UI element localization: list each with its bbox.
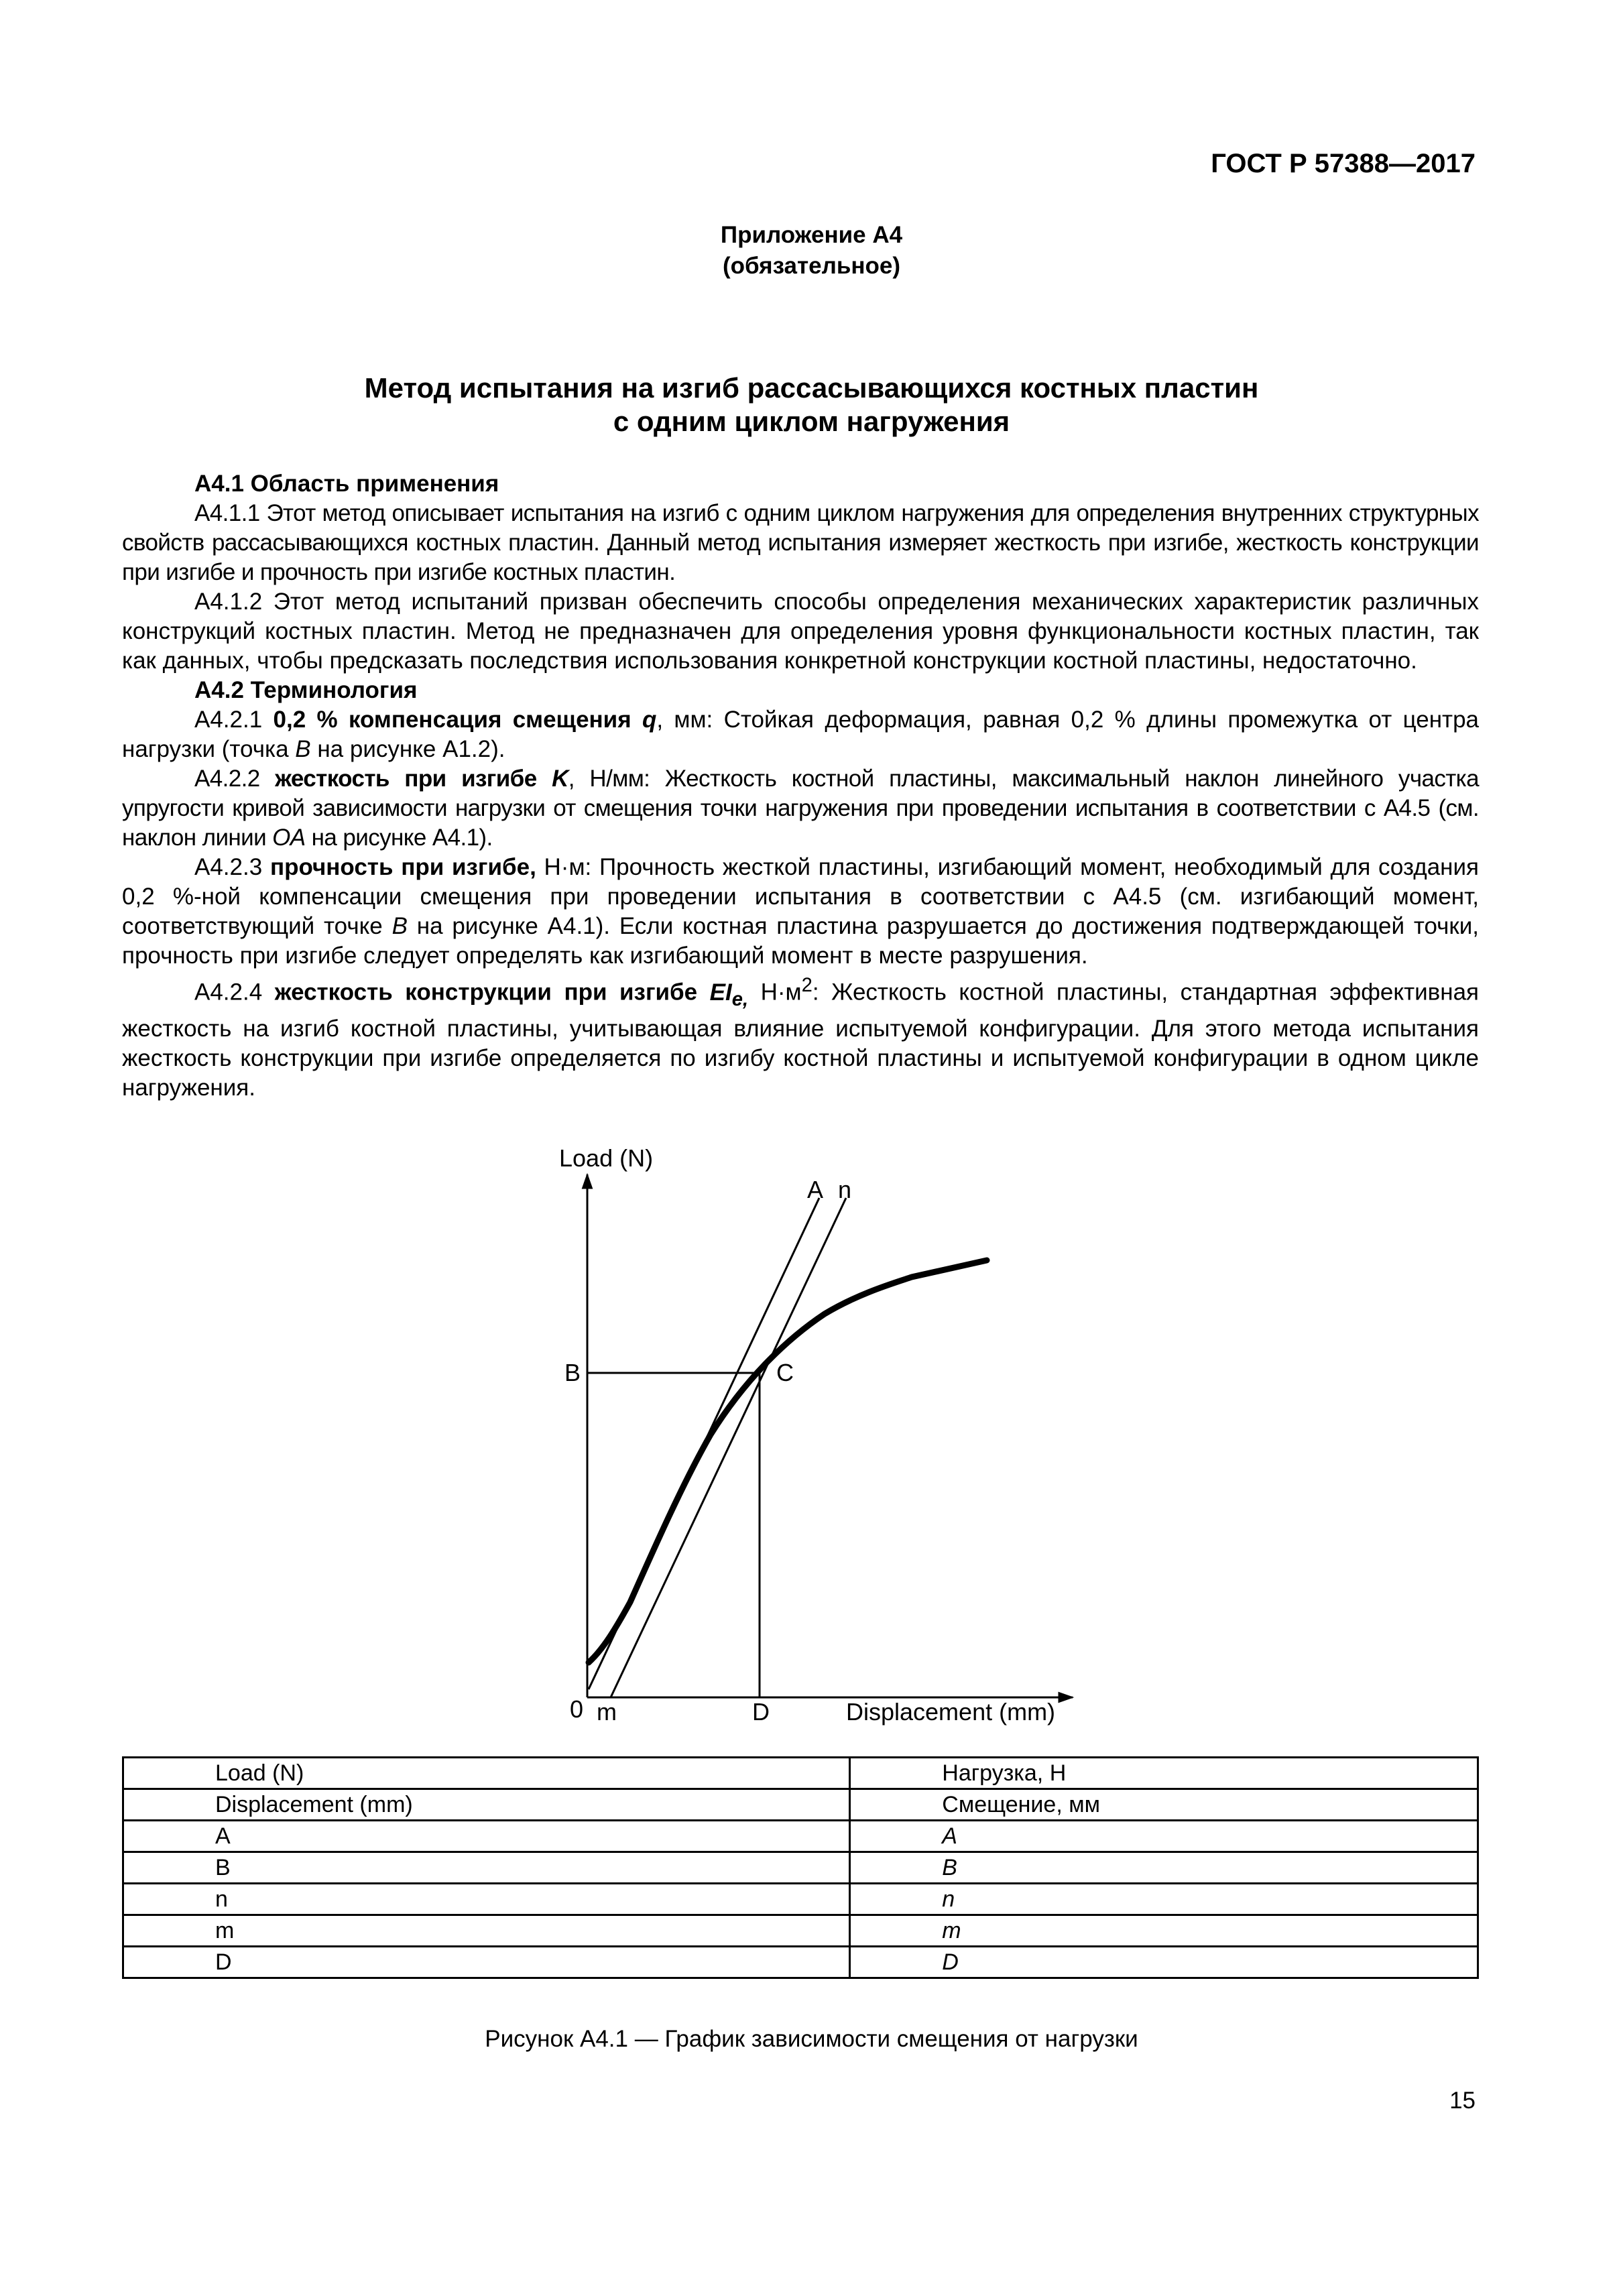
term-definition-end: на рисунке А4.1).	[305, 825, 493, 851]
legend-ru: A	[850, 1821, 1478, 1852]
term-number: А4.2.2	[194, 766, 276, 792]
table-row	[123, 1789, 1478, 1821]
term-unit: Н·м	[748, 979, 802, 1006]
label-a: A	[807, 1176, 824, 1203]
point-reference: B	[295, 736, 311, 762]
term-definition: : Жесткость костной пластины, стандартная эффективная жесткость на изгиб костной пластины, учитывающая влияние испытуемой конфигурации. Для этого метода испытания жесткость конструкции при изгибе определяется по изгибу костной пластины и испытуемой конфигурации в одном цикле нагружения.	[122, 979, 1480, 1101]
y-axis-label: Load (N)	[559, 1144, 654, 1172]
term-definition: , мм: Стойкая деформация, равная 0,2 % длины промежутка от центра нагрузки (точка	[122, 707, 1480, 762]
term-symbol-subscript: e,	[731, 988, 749, 1010]
legend-en: Displacement (mm)	[123, 1789, 850, 1821]
table-row	[123, 1758, 1478, 1789]
section-heading-terminology: А4.2 Терминология	[194, 677, 418, 703]
legend-en: Load (N)	[123, 1758, 850, 1789]
legend-ru: m	[850, 1915, 1478, 1947]
term-definition-end: на рисунке А1.2).	[310, 736, 505, 762]
page-number: 15	[1449, 2088, 1476, 2114]
term-name: прочность при изгибе,	[269, 854, 536, 880]
term-name: жесткость конструкции при изгибе	[274, 979, 710, 1006]
term-number: А4.2.3	[194, 854, 270, 880]
term-symbol: K	[552, 766, 568, 792]
label-c: C	[776, 1359, 794, 1386]
legend-ru: n	[850, 1884, 1478, 1915]
label-m: m	[597, 1698, 617, 1726]
term-definition-end: на рисунке А4.1). Если костная пластина разрушается до достижения подтверждающей точки, прочность при изгибе следует определять как изгибающий момент в месте разрушения.	[122, 913, 1480, 969]
table-row	[123, 1884, 1478, 1915]
term-name: жесткость при изгибе	[275, 766, 552, 792]
legend-ru: Смещение, мм	[850, 1789, 1478, 1821]
term-number: А4.2.1	[194, 707, 274, 733]
legend-ru: B	[850, 1852, 1478, 1884]
table-row	[123, 1852, 1478, 1884]
term-name: 0,2 % компенсация смещения	[273, 707, 642, 733]
term-unit-exponent: 2	[801, 975, 813, 996]
line-mn	[611, 1198, 846, 1697]
label-d: D	[752, 1698, 770, 1726]
term-number: А4.2.4	[194, 979, 275, 1006]
legend-en: D	[123, 1947, 850, 1978]
label-n: n	[838, 1176, 852, 1203]
legend-en: A	[123, 1821, 850, 1852]
table-row	[123, 1821, 1478, 1852]
section-heading-scope: А4.1 Область применения	[194, 471, 499, 497]
table-row	[123, 1947, 1478, 1978]
paragraph-a4-1-2: А4.1.2 Этот метод испытаний призван обеспечить способы определения механических характеристик различных конструкций костных пластин. Метод не предназначен для определения уровня функциональности костных пластин, так как данных, чтобы предсказать последствия использования конкретной конструкции костной пластины, недостаточно.	[122, 589, 1479, 674]
label-b: B	[564, 1359, 581, 1386]
line-reference: OA	[272, 825, 306, 851]
figure-caption: Рисунок А4.1 — График зависимости смещения от нагрузки	[485, 2026, 1138, 2052]
term-symbol: q	[642, 707, 657, 733]
appendix-status: (обязательное)	[722, 253, 900, 279]
guide-b-to-c	[587, 1373, 760, 1697]
legend-en: B	[123, 1852, 850, 1884]
x-axis-label: Displacement (mm)	[846, 1698, 1056, 1726]
appendix-name: Приложение А4	[720, 222, 903, 248]
point-reference: B	[392, 913, 408, 939]
title-line-2: с одним циклом нагружения	[613, 406, 1010, 437]
legend-en: m	[123, 1915, 850, 1947]
standard-number: ГОСТ Р 57388—2017	[1211, 149, 1476, 178]
term-definition: Н·м: Прочность жесткой пластины, изгибающий момент, необходимый для создания 0,2 %-ной компенсации смещения при проведении испытания в соответствии с А4.5 (см. изгибающий момент, соответствующий точке	[122, 854, 1480, 939]
title-line-1: Метод испытания на изгиб рассасывающихся костных пластин	[364, 372, 1259, 404]
table-row	[123, 1915, 1478, 1947]
term-symbol: EI	[709, 979, 732, 1006]
legend-ru: D	[850, 1947, 1478, 1978]
legend-table	[122, 1756, 1479, 1979]
term-definition: , Н/мм: Жесткость костной пластины, максимальный наклон линейного участка упругости кривой зависимости нагрузки от смещения точки нагружения при проведении испытания в соответствии с А4.5 (см. наклон линии	[122, 766, 1480, 851]
paragraph-a4-1-1: А4.1.1 Этот метод описывает испытания на изгиб с одним циклом нагружения для определения внутренних структурных свойств рассасывающихся костных пластин. Данный метод испытания измеряет жесткость при изгибе, жесткость конструкции при изгибе и прочность при изгибе костных пластин.	[122, 500, 1479, 585]
legend-ru: Нагрузка, Н	[850, 1758, 1478, 1789]
legend-en: n	[123, 1884, 850, 1915]
origin-label: 0	[570, 1695, 584, 1723]
